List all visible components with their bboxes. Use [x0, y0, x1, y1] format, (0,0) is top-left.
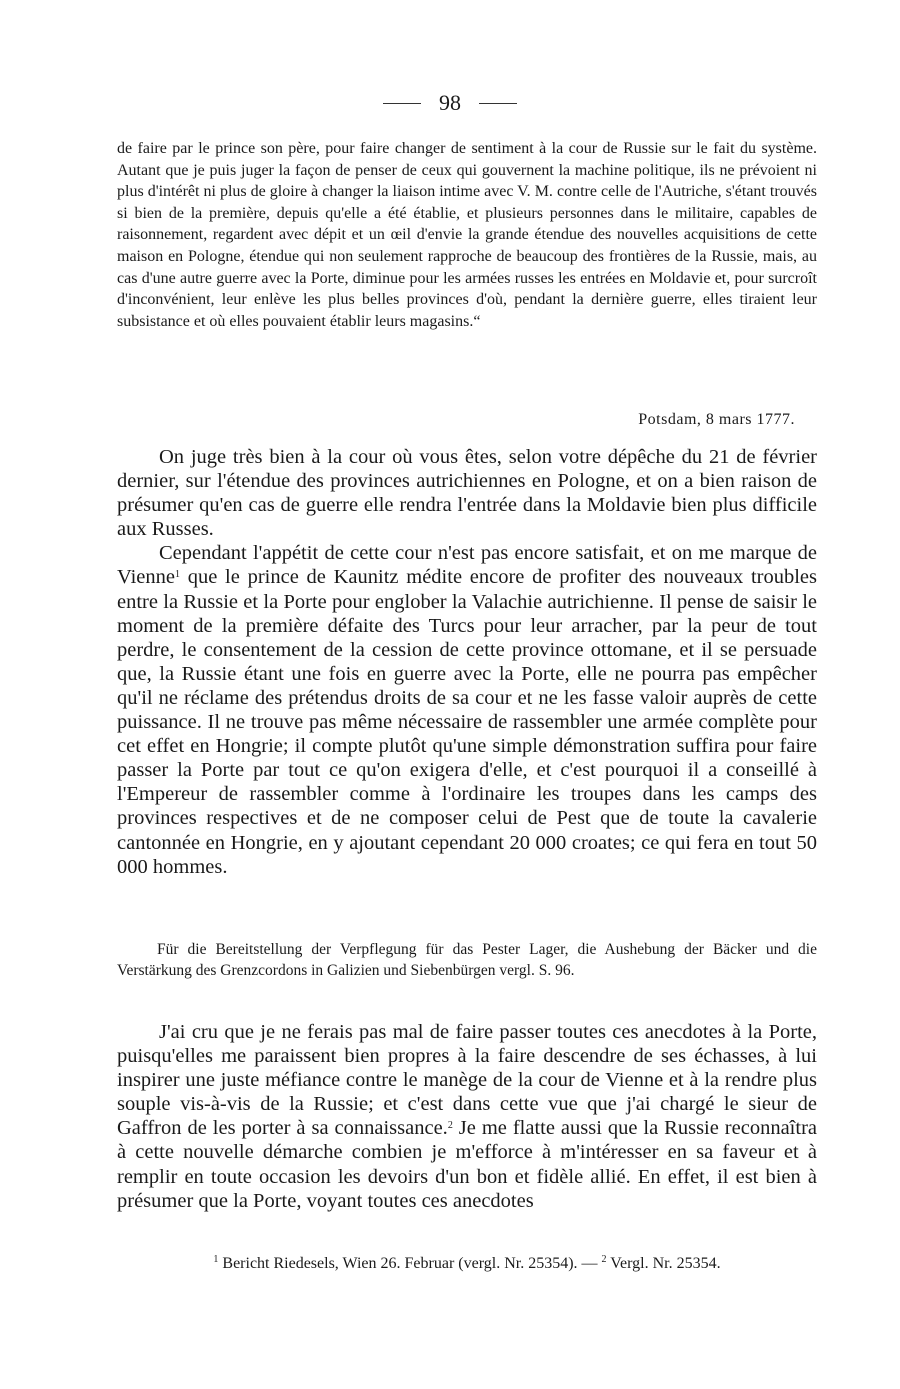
footnote-2: Vergl. Nr. 25354. [606, 1255, 721, 1272]
footnote-ref-1: 1 [174, 569, 180, 581]
footnote-2-mark: 2 [601, 1254, 607, 1265]
footnote-ref-2: 2 [447, 1120, 453, 1132]
footnote-1: Bericht Riedesels, Wien 26. Februar (vergl. Nr. 25354). — [218, 1255, 602, 1272]
paragraph-1: On juge très bien à la cour où vous êtes, selon votre dépêche du 21 de février dernier, sur l'étendue des provinces autrichiennes en Pologne, et on a bien raison de présumer qu'en cas de guerre elle rendra l'entrée dans la Moldavie bien plus difficile aux Russes. [117, 446, 817, 541]
editor-note: Für die Bereitstellung der Verpflegung für das Pester Lager, die Aushebung der Bäcker und die Verstärkung des Grenzcordons in Galizien und Siebenbürgen vergl. S. 96. [117, 941, 817, 979]
page-header [0, 90, 900, 116]
paragraph-3-rest: Je me flatte aussi que la Russie reconnaîtra à cette nouvelle démarche combien je m'efforce à m'intéresser en sa faveur et à remplir en toute occasion les devoirs d'un bon et fidèle allié. En effet, il est bien à présumer que la Porte, voyant toutes ces anecdotes [117, 1117, 817, 1212]
page-number: 98 [439, 90, 461, 115]
paragraph-2-start: Cependant l'appétit de cette cour n'est pas encore satisfait, et on me marque de Vienne [117, 542, 817, 589]
header-rule-right [479, 103, 517, 104]
paragraph-2 [117, 541, 817, 878]
footnotes [117, 1255, 817, 1273]
paragraph-3-start: J'ai cru que je ne ferais pas mal de faire passer toutes ces anecdotes à la Porte, puisqu'elles me paraissent bien propres à la faire descendre de ses échasses, à lui inspirer une juste méfiance contre le manège de la cour de Vienne et à la rendre plus souple vis-à-vis de la Russie; et c'est dans cette vue que j'ai chargé le sieur de Gaffron de les porter à sa connaissance. [117, 1021, 817, 1140]
footnote-1-mark: 1 [213, 1254, 219, 1265]
quoted-report [117, 138, 817, 332]
paragraph-2-rest: que le prince de Kaunitz médite encore de profiter des nouveaux troubles entre la Russie et la Porte pour englober la Valachie autrichienne. Il pense de saisir le moment de la première défaite des Turcs pour leur arracher, par la peur de tout perdre, le consentement de la cession de cette province ottomane, et il se persuade que, la Russie étant une fois en guerre avec la Porte, elle ne pourra pas empêcher qu'il ne réclame des prétendus droits de sa cour et ne les fasse valoir auprès de cette puissance. Il ne trouve pas même nécessaire de rassembler une armée complète pour cet effet en Hongrie; il compte plutôt qu'une simple démonstration suffira pour faire passer la Porte par tout ce qu'on exigera d'elle, et c'est pourquoi il a conseillé à l'Empereur de rassembler comme à l'ordinaire les troupes dans les camps des provinces respectives et de ne composer celui de Pest que de toute la cavalerie cantonnée en Hongrie, en y ajoutant cependant 20 000 croates; ce qui fera en tout 50 000 hommes. [117, 566, 817, 878]
quoted-report-text: de faire par le prince son père, pour faire changer de sentiment à la cour de Russie sur le fait du système. Autant que je puis juger la façon de penser de ceux qui gouvernent la machine politique, ils ne prévoient ni plus d'intérêt ni plus de gloire à changer la liaison intime avec V. M. contre celle de l'Autriche, s'étant trouvés si bien de la première, depuis qu'elle a été établie, et plusieurs personnes dans le militaire, capables de raisonnement, regardent avec dépit et un œil d'envie la grande étendue des nouvelles acquisitions de cette maison en Pologne, étendue qui non seulement rapproche de beaucoup des frontières de la Russie, mais, au cas d'une autre guerre avec la Porte, diminue pour les armées russes les entrées en Moldavie et, pour surcroît d'inconvénient, leur enlève les plus belles provinces d'où, pendant la dernière guerre, elles tiraient leur subsistance et où elles pouvaient établir leurs magasins.“ [117, 140, 817, 330]
header-rule-left [383, 103, 421, 104]
letter-body [117, 445, 817, 879]
paragraph-3 [117, 1020, 817, 1213]
letter-body-continued [117, 1020, 817, 1213]
dateline: Potsdam, 8 mars 1777. [638, 411, 795, 428]
